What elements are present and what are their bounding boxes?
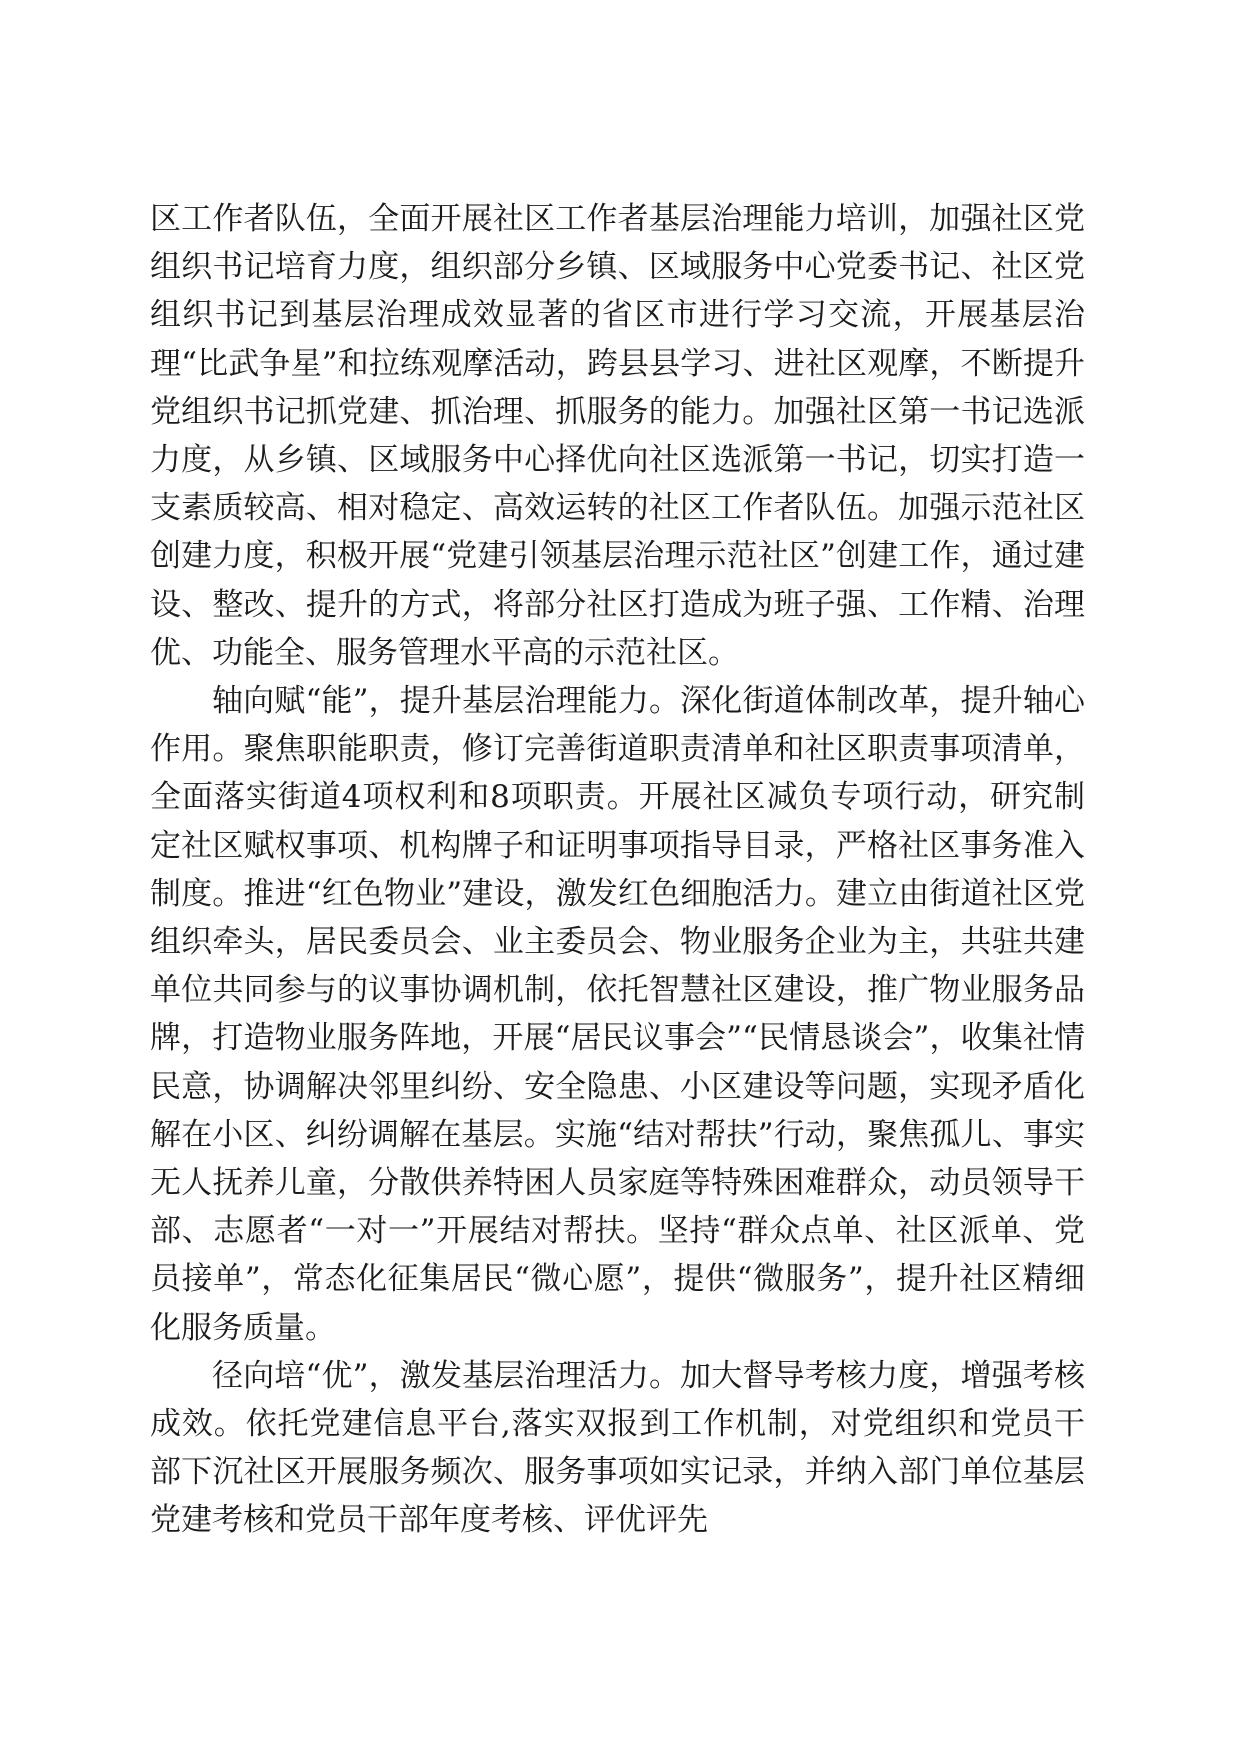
paragraph-1-continued: 区工作者队伍，全面开展社区工作者基层治理能力培训，加强社区党组织书记培育力度，组织部分乡镇、区域服务中心党委书记、社区党组织书记到基层治理成效显著的省区市进行学习交流，开展基层治理“比武争星”和拉练观摩活动，跨县县学习、进社区观摩，不断提升党组织书记抓党建、抓治理、抓服务的能力。加强社区第一书记选派力度，从乡镇、区域服务中心择优向社区选派第一书记，切实打造一支素质较高、相对稳定、高效运转的社区工作者队伍。加强示范社区创建力度，积极开展“党建引领基层治理示范社区”创建工作，通过建设、整改、提升的方式，将部分社区打造成为班子强、工作精、治理优、功能全、服务管理水平高的示范社区。: [150, 201, 1085, 671]
body-text: [150, 195, 1085, 1545]
paragraph-2-axial-empowerment: 轴向赋“能”，提升基层治理能力。深化街道体制改革，提升轴心作用。聚焦职能职责，修订完善街道职责清单和社区职责事项清单，全面落实街道4项权利和8项职责。开展社区减负专项行动，研究制定社区赋权事项、机构牌子和证明事项指导目录，严格社区事务准入制度。推进“红色物业”建设，激发红色细胞活力。建立由街道社区党组织牵头，居民委员会、业主委员会、物业服务企业为主，共驻共建单位共同参与的议事协调机制，依托智慧社区建设，推广物业服务品牌，打造物业服务阵地，开展“居民议事会”“民情恳谈会”，收集社情民意，协调解决邻里纠纷、安全隐患、小区建设等问题，实现矛盾化解在小区、纠纷调解在基层。实施“结对帮扶”行动，聚焦孤儿、事实无人抚养儿童，分散供养特困人员家庭等特殊困难群众，动员领导干部、志愿者“一对一”开展结对帮扶。坚持“群众点单、社区派单、党员接单”，常态化征集居民“微心愿”，提供“微服务”，提升社区精细化服务质量。: [150, 683, 1085, 1346]
paragraph-3-radial-cultivation: 径向培“优”，激发基层治理活力。加大督导考核力度，增强考核成效。依托党建信息平台,落实双报到工作机制，对党组织和党员干部下沉社区开展服务频次、服务事项如实记录，并纳入部门单位基层党建考核和党员干部年度考核、评优评先: [150, 1357, 1085, 1539]
